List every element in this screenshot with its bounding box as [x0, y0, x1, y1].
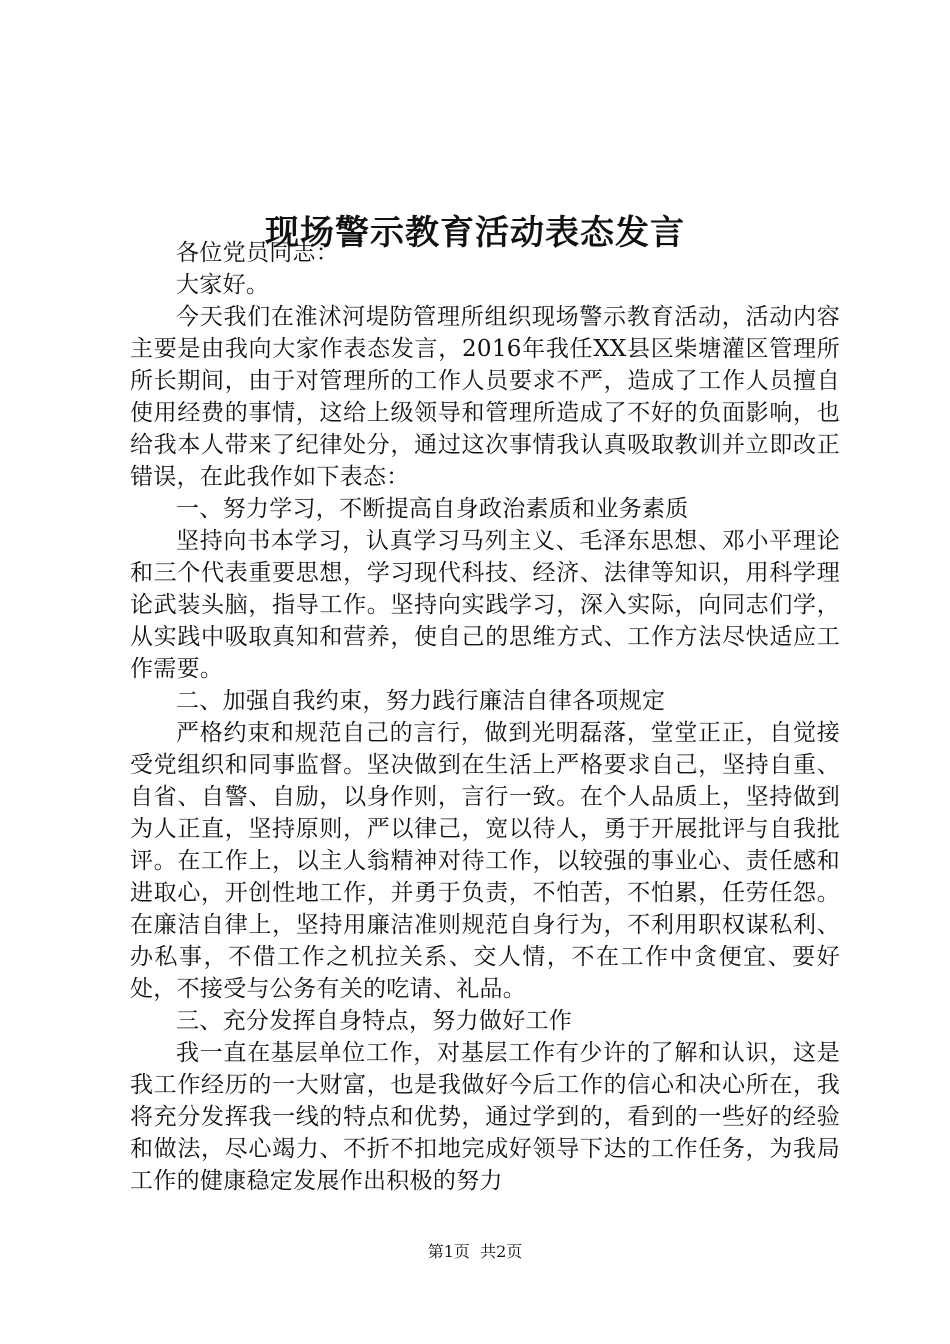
page-footer: [0, 1240, 950, 1264]
document-body: [130, 237, 840, 1197]
intro-paragraph: 今天我们在淮沭河堤防管理所组织现场警示教育活动，活动内容主要是由我向大家作表态发言，2016年我任XX县区柴塘灌区管理所所长期间，由于对管理所的工作人员要求不严，造成了工作人员擅自使用经费的事情，这给上级领导和管理所造成了不好的负面影响，也给我本人带来了纪律处分，通过这次事情我认真吸取教训并立即改正错误，在此我作如下表态：: [130, 304, 840, 490]
page-number: 第1页: [427, 1242, 470, 1261]
section-heading-3: 三、充分发挥自身特点，努力做好工作: [176, 1008, 573, 1034]
section-1-paragraph: 坚持向书本学习，认真学习马列主义、毛泽东思想、邓小平理论和三个代表重要思想，学习现代科技、经济、法律等知识，用科学理论武装头脑，指导工作。坚持向实践学习，深入实际，向同志们学，从实践中吸取真知和营养，使自己的思维方式、工作方法尽快适应工作需要。: [130, 528, 840, 682]
page-total: 共2页: [480, 1242, 523, 1261]
greeting: 大家好。: [176, 272, 270, 298]
document-title: 现场警示教育活动表态发言: [265, 212, 685, 253]
section-heading-2: 二、加强自我约束，努力践行廉洁自律各项规定: [176, 688, 666, 714]
section-heading-1: 一、努力学习，不断提高自身政治素质和业务素质: [176, 496, 689, 522]
section-3-paragraph: 我一直在基层单位工作，对基层工作有少许的了解和认识，这是我工作经历的一大财富，也是我做好今后工作的信心和决心所在，我将充分发挥我一线的特点和优势，通过学到的，看到的一些好的经验和做法，尽心竭力、不折不扣地完成好领导下达的工作任务，为我局工作的健康稳定发展作出积极的努力: [130, 1040, 840, 1194]
salutation: 各位党员同志：: [176, 240, 340, 266]
section-2-paragraph: 严格约束和规范自己的言行，做到光明磊落，堂堂正正，自觉接受党组织和同事监督。坚决做到在生活上严格要求自己，坚持自重、自省、自警、自励，以身作则，言行一致。在个人品质上，坚持做到为人正直，坚持原则，严以律己，宽以待人，勇于开展批评与自我批评。在工作上，以主人翁精神对待工作，以较强的事业心、责任感和进取心，开创性地工作，并勇于负责，不怕苦，不怕累，任劳任怨。在廉洁自律上，坚持用廉洁准则规范自身行为，不利用职权谋私利、办私事，不借工作之机拉关系、交人情，不在工作中贪便宜、要好处，不接受与公务有关的吃请、礼品。: [130, 720, 840, 1002]
